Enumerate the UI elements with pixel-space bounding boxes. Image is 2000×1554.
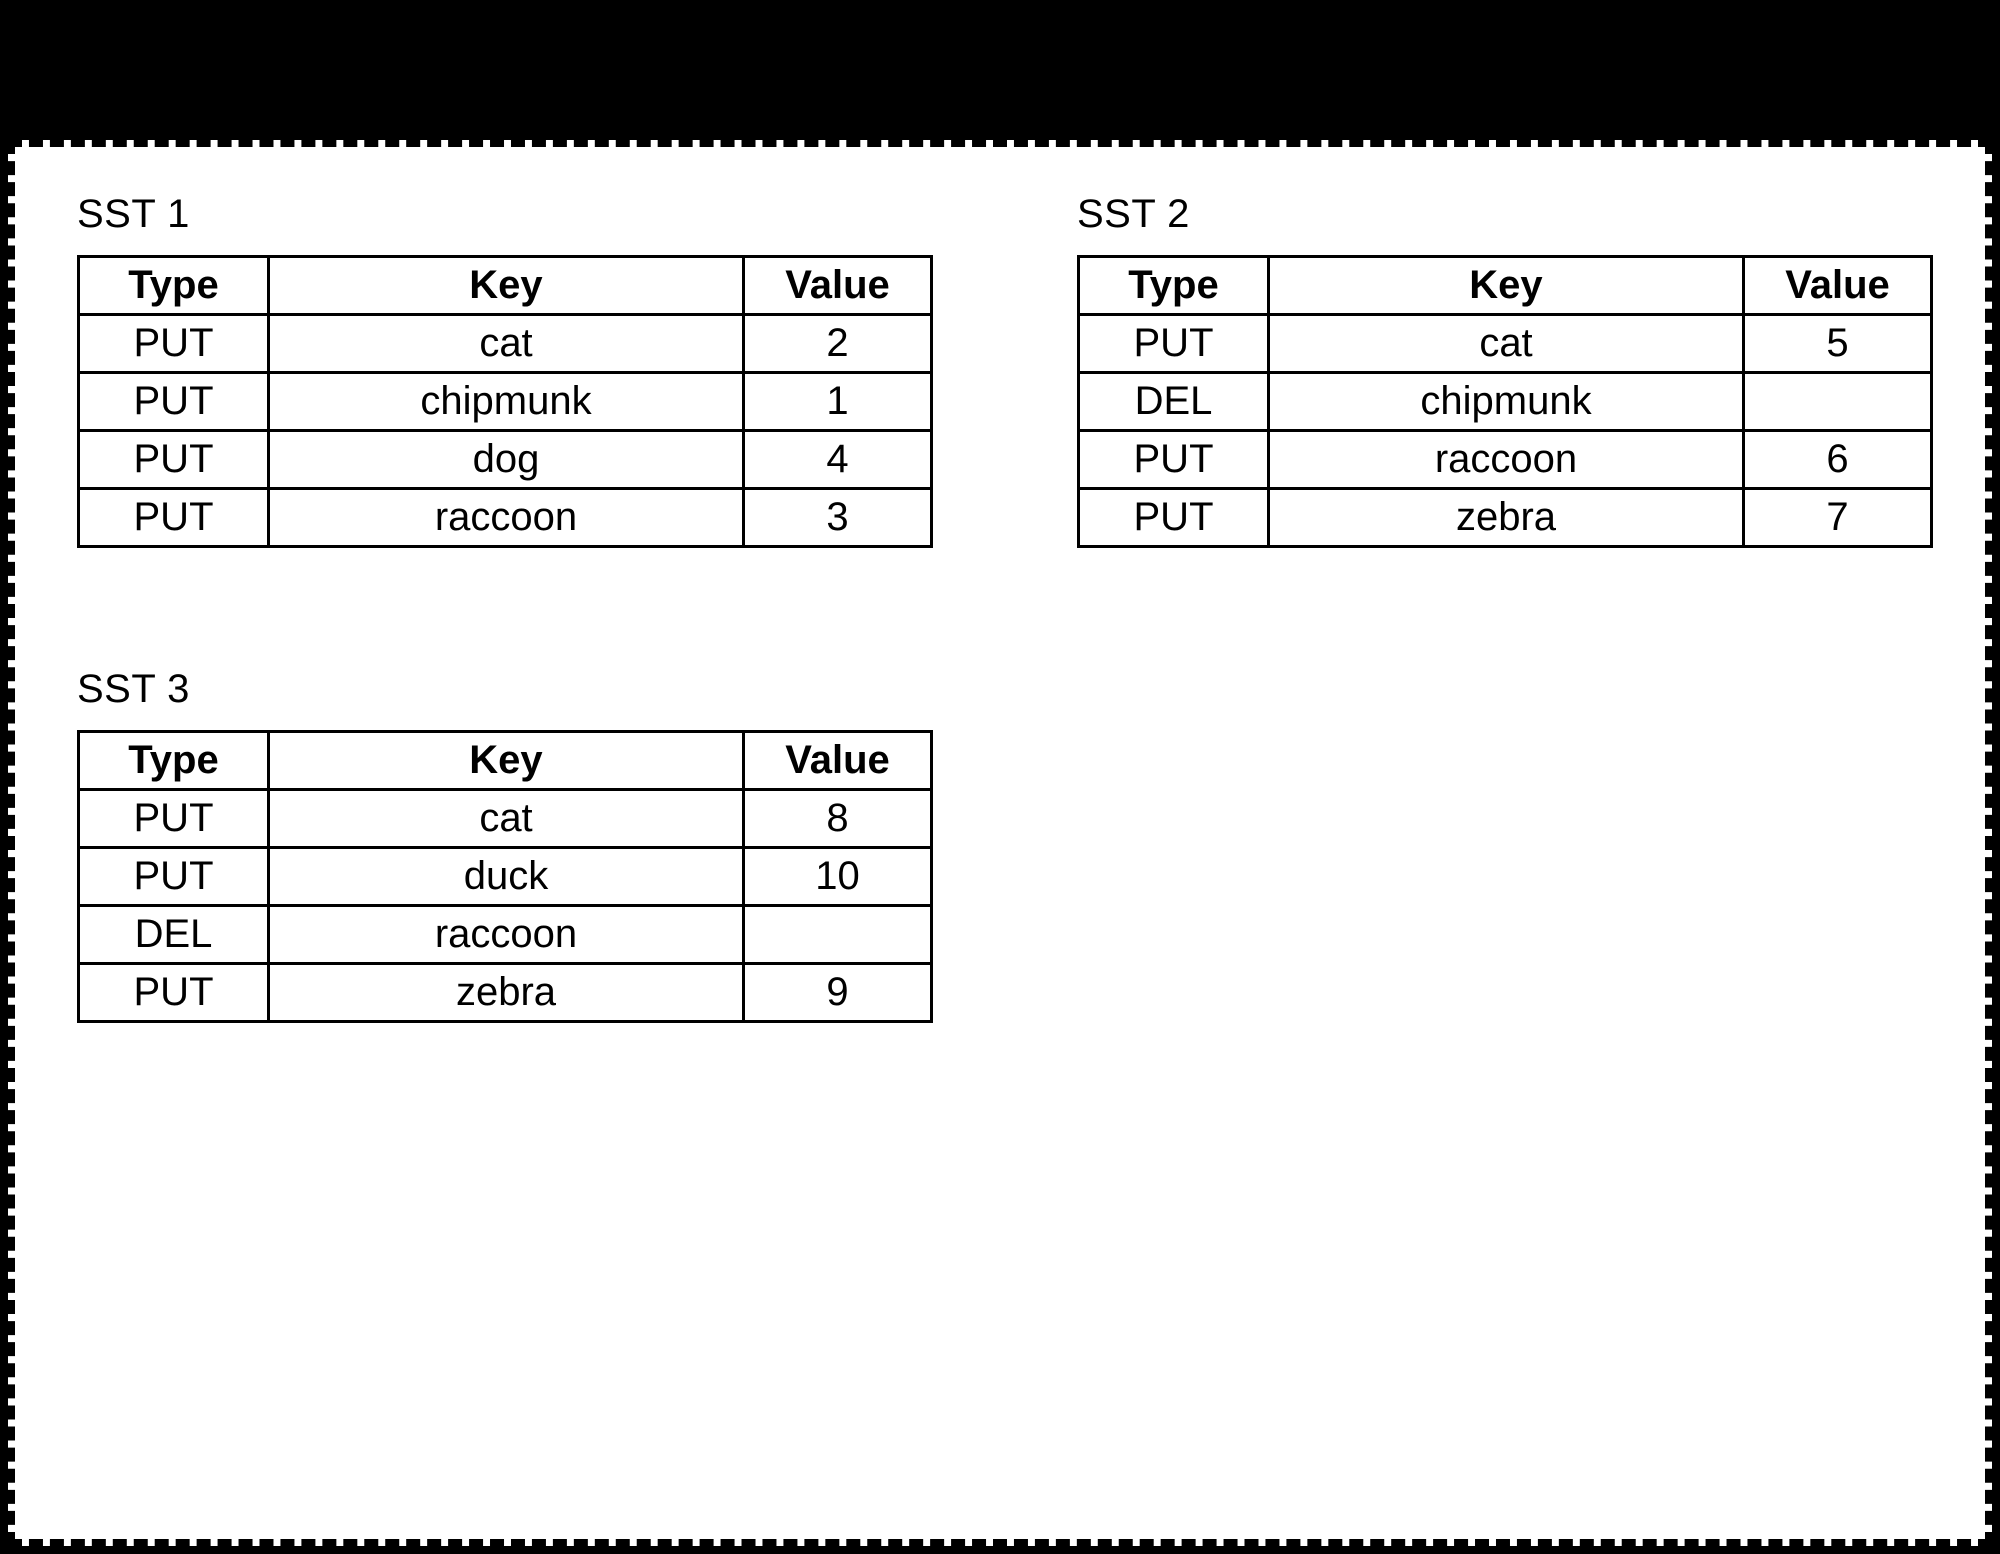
cell-key: raccoon — [1269, 431, 1744, 489]
cell-type: PUT — [79, 373, 269, 431]
cell-type: PUT — [1079, 431, 1269, 489]
cell-type: PUT — [79, 964, 269, 1022]
cell-key: zebra — [269, 964, 744, 1022]
sst-title-3: SST 3 — [77, 667, 190, 711]
cell-type: PUT — [79, 489, 269, 547]
table-row — [79, 848, 932, 906]
column-header-type: Type — [79, 257, 269, 315]
table-header-row — [79, 257, 932, 315]
column-header-value: Value — [744, 257, 932, 315]
cell-key: cat — [269, 790, 744, 848]
table-header-row — [1079, 257, 1932, 315]
cell-value: 3 — [744, 489, 932, 547]
sst-block-3 — [77, 667, 933, 1023]
cell-key: cat — [269, 315, 744, 373]
table-row — [79, 431, 932, 489]
table-header-row — [79, 732, 932, 790]
cell-key: raccoon — [269, 906, 744, 964]
cell-type: DEL — [79, 906, 269, 964]
table-row — [1079, 489, 1932, 547]
table-row — [79, 489, 932, 547]
cell-key: chipmunk — [269, 373, 744, 431]
sst-table-1 — [77, 255, 933, 548]
sst-table-3 — [77, 730, 933, 1023]
table-row — [1079, 315, 1932, 373]
cell-type: DEL — [1079, 373, 1269, 431]
column-header-type: Type — [1079, 257, 1269, 315]
sst-block-2 — [1077, 192, 1933, 548]
sst-title-1: SST 1 — [77, 192, 190, 236]
cell-value: 4 — [744, 431, 932, 489]
cell-key: chipmunk — [1269, 373, 1744, 431]
column-header-type: Type — [79, 732, 269, 790]
table-row — [79, 790, 932, 848]
table-row — [79, 373, 932, 431]
cell-type: PUT — [79, 431, 269, 489]
sst-group-panel — [8, 140, 1992, 1546]
column-header-key: Key — [1269, 257, 1744, 315]
cell-value: 6 — [1744, 431, 1932, 489]
cell-type: PUT — [1079, 315, 1269, 373]
cell-value: 10 — [744, 848, 932, 906]
column-header-value: Value — [1744, 257, 1932, 315]
cell-type: PUT — [1079, 489, 1269, 547]
table-row — [79, 906, 932, 964]
cell-value — [1744, 373, 1932, 431]
cell-value: 8 — [744, 790, 932, 848]
cell-key: raccoon — [269, 489, 744, 547]
cell-value — [744, 906, 932, 964]
cell-type: PUT — [79, 790, 269, 848]
sst-table-2 — [1077, 255, 1933, 548]
column-header-value: Value — [744, 732, 932, 790]
sst-block-1 — [77, 192, 933, 548]
cell-value: 9 — [744, 964, 932, 1022]
cell-value: 2 — [744, 315, 932, 373]
table-row — [1079, 373, 1932, 431]
sst-title-2: SST 2 — [1077, 192, 1190, 236]
table-row — [1079, 431, 1932, 489]
column-header-key: Key — [269, 257, 744, 315]
cell-key: cat — [1269, 315, 1744, 373]
column-header-key: Key — [269, 732, 744, 790]
cell-type: PUT — [79, 315, 269, 373]
cell-key: dog — [269, 431, 744, 489]
table-row — [79, 964, 932, 1022]
cell-value: 1 — [744, 373, 932, 431]
cell-key: zebra — [1269, 489, 1744, 547]
cell-value: 7 — [1744, 489, 1932, 547]
cell-type: PUT — [79, 848, 269, 906]
cell-value: 5 — [1744, 315, 1932, 373]
cell-key: duck — [269, 848, 744, 906]
table-row — [79, 315, 932, 373]
